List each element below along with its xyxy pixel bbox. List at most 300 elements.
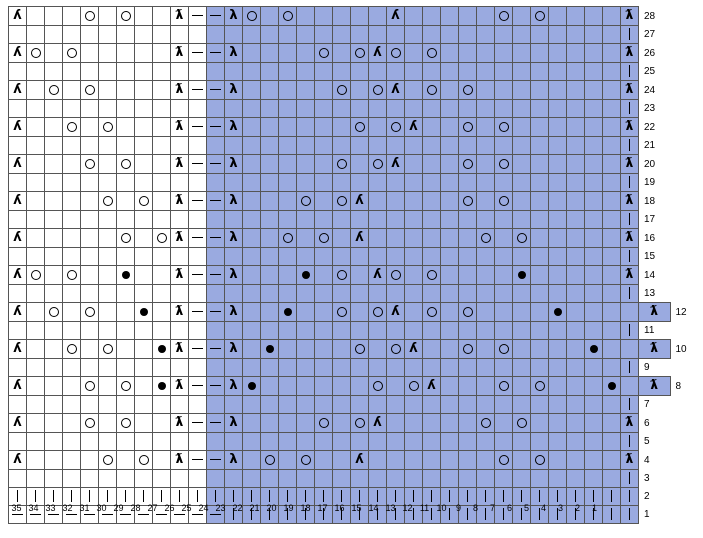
- row-number: 14: [644, 269, 656, 281]
- row-number: 12: [675, 306, 687, 318]
- stitch-cell: [567, 7, 585, 26]
- stitch-cell: [279, 118, 297, 137]
- stitch-cell: [81, 340, 99, 359]
- row-number: 6: [644, 417, 650, 429]
- double-decrease-icon: ʎ: [391, 82, 400, 97]
- stitch-cell: [315, 118, 333, 137]
- stitch-cell: [99, 63, 117, 81]
- stitch-cell: [639, 303, 671, 322]
- stitch-cell: [63, 396, 81, 414]
- stitch-cell: [207, 155, 225, 174]
- stitch-cell: [567, 340, 585, 359]
- stitch-cell: [603, 192, 621, 211]
- stitch-cell: [423, 285, 441, 303]
- stitch-cell: [297, 377, 315, 396]
- stitch-cell: [513, 433, 531, 451]
- chart-row: [9, 118, 703, 137]
- knit-icon: [629, 361, 630, 373]
- stitch-cell: [81, 359, 99, 377]
- stitch-cell: [549, 414, 567, 433]
- stitch-cell: [207, 248, 225, 266]
- stitch-cell: [441, 303, 459, 322]
- no-stitch-icon: [210, 163, 221, 164]
- stitch-cell: [189, 451, 207, 470]
- yarn-over-icon: [301, 196, 311, 206]
- stitch-cell: [333, 451, 351, 470]
- column-number: 11: [419, 503, 430, 513]
- row-number: 20: [644, 158, 656, 170]
- stitch-cell: [297, 248, 315, 266]
- stitch-cell: [513, 414, 531, 433]
- stitch-cell: [27, 303, 45, 322]
- row-number: 17: [644, 214, 656, 225]
- yarn-over-icon: [67, 270, 77, 280]
- stitch-cell: [585, 192, 603, 211]
- stitch-cell: [351, 322, 369, 340]
- stitch-cell: [99, 155, 117, 174]
- stitch-cell: [333, 433, 351, 451]
- stitch-cell: [45, 211, 63, 229]
- column-number: 5: [523, 503, 529, 513]
- stitch-cell: [45, 303, 63, 322]
- column-number: 19: [283, 503, 294, 513]
- yarn-over-icon: [427, 307, 437, 317]
- stitch-cell: [279, 137, 297, 155]
- stitch-cell: [513, 359, 531, 377]
- row-number: 13: [644, 287, 656, 299]
- stitch-cell: [63, 211, 81, 229]
- stitch-cell: [405, 174, 423, 192]
- row-number: 27: [644, 29, 656, 40]
- stitch-cell: [369, 414, 387, 433]
- stitch-cell: [171, 137, 189, 155]
- stitch-cell: [189, 81, 207, 100]
- stitch-cell: [513, 229, 531, 248]
- stitch-cell: [459, 118, 477, 137]
- stitch-cell: [207, 470, 225, 488]
- stitch-cell: [531, 81, 549, 100]
- double-decrease-icon: ʎ: [355, 230, 364, 245]
- stitch-cell: [225, 100, 243, 118]
- stitch-cell: [549, 470, 567, 488]
- stitch-cell: [513, 266, 531, 285]
- chart-row: [9, 248, 703, 266]
- stitch-cell: [171, 470, 189, 488]
- stitch-cell: [117, 81, 135, 100]
- stitch-cell: [99, 44, 117, 63]
- no-stitch-icon: [210, 311, 221, 312]
- knit-icon: [485, 490, 486, 502]
- stitch-cell: [81, 155, 99, 174]
- left-decrease-icon: ƛ: [625, 267, 634, 282]
- stitch-cell: [477, 377, 495, 396]
- stitch-cell: [117, 377, 135, 396]
- stitch-cell: [405, 7, 423, 26]
- stitch-cell: [423, 137, 441, 155]
- stitch-cell: [513, 26, 531, 44]
- stitch-cell: [621, 285, 639, 303]
- stitch-cell: [423, 266, 441, 285]
- stitch-cell: [531, 63, 549, 81]
- stitch-cell: [441, 414, 459, 433]
- stitch-cell: [279, 451, 297, 470]
- stitch-cell: [207, 303, 225, 322]
- stitch-cell: [621, 470, 639, 488]
- stitch-cell: [441, 7, 459, 26]
- yarn-over-icon: [67, 48, 77, 58]
- stitch-cell: [81, 174, 99, 192]
- chart-row: [9, 414, 703, 433]
- stitch-cell: [639, 377, 671, 396]
- stitch-cell: [207, 118, 225, 137]
- stitch-cell: [207, 451, 225, 470]
- stitch-cell: [495, 303, 513, 322]
- knit-icon: [89, 490, 90, 502]
- knit-icon: [629, 65, 630, 77]
- stitch-cell: [567, 118, 585, 137]
- stitch-cell: [207, 137, 225, 155]
- stitch-cell: [171, 396, 189, 414]
- stitch-cell: [135, 63, 153, 81]
- stitch-cell: [567, 174, 585, 192]
- stitch-cell: [531, 285, 549, 303]
- stitch-cell: [189, 211, 207, 229]
- knit-icon: [575, 490, 576, 502]
- stitch-cell: [441, 174, 459, 192]
- stitch-cell: [405, 340, 423, 359]
- stitch-cell: [423, 118, 441, 137]
- stitch-cell: [477, 396, 495, 414]
- stitch-cell: [495, 192, 513, 211]
- column-number: 27: [147, 503, 158, 513]
- stitch-cell: [333, 377, 351, 396]
- stitch-cell: [459, 451, 477, 470]
- stitch-cell: [261, 63, 279, 81]
- stitch-cell: [189, 470, 207, 488]
- stitch-cell: [135, 248, 153, 266]
- stitch-cell: [567, 100, 585, 118]
- stitch-cell: [63, 266, 81, 285]
- stitch-cell: [603, 470, 621, 488]
- knit-icon: [521, 490, 522, 502]
- stitch-cell: [81, 229, 99, 248]
- stitch-cell: [153, 44, 171, 63]
- stitch-cell: [315, 433, 333, 451]
- stitch-cell: [9, 63, 27, 81]
- stitch-cell: [153, 137, 171, 155]
- stitch-cell: [99, 451, 117, 470]
- yarn-over-icon: [85, 159, 95, 169]
- stitch-cell: [387, 26, 405, 44]
- stitch-cell: [549, 137, 567, 155]
- yo-decrease-icon: λ: [229, 452, 238, 467]
- stitch-cell: [405, 285, 423, 303]
- stitch-cell: [207, 63, 225, 81]
- yarn-over-icon: [85, 85, 95, 95]
- stitch-cell: [531, 137, 549, 155]
- stitch-cell: [459, 470, 477, 488]
- stitch-cell: [225, 377, 243, 396]
- stitch-cell: [567, 266, 585, 285]
- stitch-cell: [189, 63, 207, 81]
- stitch-cell: [279, 192, 297, 211]
- stitch-cell: [189, 192, 207, 211]
- stitch-cell: [603, 211, 621, 229]
- stitch-cell: [495, 26, 513, 44]
- yarn-over-icon: [67, 344, 77, 354]
- stitch-cell: [513, 470, 531, 488]
- stitch-cell: [603, 414, 621, 433]
- stitch-cell: [81, 100, 99, 118]
- column-number: 34: [28, 503, 39, 513]
- yarn-over-icon: [103, 344, 113, 354]
- yarn-over-icon: [391, 122, 401, 132]
- stitch-cell: [171, 359, 189, 377]
- stitch-cell: [369, 100, 387, 118]
- stitch-cell: [513, 211, 531, 229]
- stitch-cell: [279, 63, 297, 81]
- knit-icon: [215, 490, 216, 502]
- yarn-over-icon: [535, 381, 545, 391]
- stitch-cell: [9, 248, 27, 266]
- column-number: 10: [436, 503, 447, 513]
- double-decrease-icon: ʎ: [391, 304, 400, 319]
- stitch-cell: [225, 285, 243, 303]
- stitch-cell: [459, 248, 477, 266]
- double-decrease-icon: ʎ: [391, 8, 400, 23]
- yarn-over-icon: [121, 159, 131, 169]
- stitch-cell: [27, 100, 45, 118]
- stitch-cell: [315, 396, 333, 414]
- stitch-cell: [117, 303, 135, 322]
- stitch-cell: [117, 192, 135, 211]
- stitch-cell: [495, 470, 513, 488]
- bobble-icon: [158, 382, 166, 390]
- stitch-cell: [621, 26, 639, 44]
- stitch-cell: [603, 266, 621, 285]
- stitch-cell: [333, 414, 351, 433]
- chart-row: [9, 229, 703, 248]
- stitch-cell: [369, 118, 387, 137]
- stitch-cell: [495, 100, 513, 118]
- knit-icon: [341, 490, 342, 502]
- stitch-cell: [513, 451, 531, 470]
- stitch-cell: [477, 303, 495, 322]
- chart-row: [9, 451, 703, 470]
- stitch-cell: [261, 229, 279, 248]
- stitch-cell: [567, 44, 585, 63]
- stitch-cell: [459, 303, 477, 322]
- stitch-cell: [171, 248, 189, 266]
- stitch-cell: [297, 340, 315, 359]
- column-number: 28: [130, 503, 141, 513]
- stitch-cell: [369, 322, 387, 340]
- stitch-cell: [369, 7, 387, 26]
- stitch-cell: [495, 211, 513, 229]
- no-stitch-icon: [192, 52, 203, 53]
- row-number: 24: [644, 84, 656, 96]
- stitch-cell: [477, 7, 495, 26]
- stitch-cell: [135, 414, 153, 433]
- stitch-cell: [459, 7, 477, 26]
- stitch-cell: [351, 266, 369, 285]
- stitch-cell: [45, 359, 63, 377]
- yo-decrease-icon: λ: [229, 8, 238, 23]
- stitch-cell: [495, 137, 513, 155]
- yarn-over-icon: [139, 455, 149, 465]
- stitch-cell: [477, 266, 495, 285]
- stitch-cell: [387, 81, 405, 100]
- knit-icon: [53, 490, 54, 502]
- stitch-cell: [99, 340, 117, 359]
- stitch-cell: [171, 192, 189, 211]
- stitch-cell: [243, 322, 261, 340]
- stitch-cell: [243, 118, 261, 137]
- knit-icon: [593, 490, 594, 502]
- stitch-cell: [45, 174, 63, 192]
- stitch-cell: [567, 433, 585, 451]
- stitch-cell: [81, 63, 99, 81]
- stitch-cell: [27, 118, 45, 137]
- stitch-cell: [189, 118, 207, 137]
- knit-icon: [107, 490, 108, 502]
- stitch-cell: [567, 285, 585, 303]
- yo-decrease-icon: λ: [229, 341, 238, 356]
- stitch-cell: [495, 377, 513, 396]
- right-decrease-icon: ʎ: [13, 8, 22, 23]
- stitch-cell: [351, 44, 369, 63]
- stitch-cell: [243, 285, 261, 303]
- stitch-cell: [369, 81, 387, 100]
- stitch-cell: [369, 248, 387, 266]
- stitch-cell: [261, 118, 279, 137]
- stitch-cell: [279, 174, 297, 192]
- stitch-cell: [135, 359, 153, 377]
- stitch-cell: [99, 192, 117, 211]
- stitch-cell: [297, 451, 315, 470]
- chart-row: [9, 396, 703, 414]
- stitch-cell: [405, 155, 423, 174]
- chart-row: [9, 303, 703, 322]
- no-stitch-icon: [210, 274, 221, 275]
- stitch-cell: [513, 248, 531, 266]
- stitch-cell: [423, 451, 441, 470]
- yarn-over-icon: [463, 307, 473, 317]
- stitch-cell: [441, 44, 459, 63]
- stitch-cell: [423, 192, 441, 211]
- yarn-over-icon: [121, 233, 131, 243]
- stitch-cell: [279, 7, 297, 26]
- knit-icon: [449, 490, 450, 502]
- stitch-cell: [9, 26, 27, 44]
- column-number: 29: [113, 503, 124, 513]
- row-number: 10: [675, 343, 687, 355]
- bobble-icon: [248, 382, 256, 390]
- stitch-cell: [279, 155, 297, 174]
- stitch-cell: [45, 377, 63, 396]
- stitch-cell: [621, 155, 639, 174]
- stitch-cell: [99, 433, 117, 451]
- stitch-cell: [261, 7, 279, 26]
- stitch-cell: [189, 285, 207, 303]
- stitch-cell: [549, 81, 567, 100]
- stitch-cell: [603, 7, 621, 26]
- stitch-cell: [603, 44, 621, 63]
- stitch-cell: [63, 414, 81, 433]
- stitch-cell: [423, 26, 441, 44]
- stitch-cell: [387, 137, 405, 155]
- stitch-cell: [243, 248, 261, 266]
- double-decrease-icon: ʎ: [391, 156, 400, 171]
- stitch-cell: [459, 396, 477, 414]
- stitch-cell: [189, 396, 207, 414]
- stitch-cell: [351, 285, 369, 303]
- stitch-cell: [225, 229, 243, 248]
- bobble-icon: [554, 308, 562, 316]
- stitch-cell: [297, 137, 315, 155]
- stitch-cell: [135, 174, 153, 192]
- stitch-cell: [567, 322, 585, 340]
- stitch-cell: [441, 470, 459, 488]
- stitch-cell: [423, 229, 441, 248]
- stitch-cell: [81, 322, 99, 340]
- stitch-cell: [603, 137, 621, 155]
- row-number: 22: [644, 121, 656, 133]
- stitch-cell: [297, 414, 315, 433]
- stitch-cell: [621, 229, 639, 248]
- stitch-cell: [243, 44, 261, 63]
- stitch-cell: [9, 414, 27, 433]
- stitch-cell: [369, 44, 387, 63]
- bobble-icon: [284, 308, 292, 316]
- stitch-cell: [603, 248, 621, 266]
- stitch-cell: [477, 322, 495, 340]
- yo-decrease-icon: λ: [229, 378, 238, 393]
- right-decrease-icon: ʎ: [13, 452, 22, 467]
- stitch-cell: [153, 100, 171, 118]
- row-number: 26: [644, 47, 656, 59]
- stitch-cell: [171, 174, 189, 192]
- stitch-cell: [369, 433, 387, 451]
- stitch-cell: [297, 44, 315, 63]
- stitch-cell: [117, 433, 135, 451]
- knit-icon: [251, 490, 252, 502]
- knit-icon: [323, 490, 324, 502]
- stitch-cell: [513, 377, 531, 396]
- stitch-cell: [279, 248, 297, 266]
- stitch-cell: [621, 63, 639, 81]
- column-number: 1: [591, 503, 597, 513]
- stitch-cell: [189, 322, 207, 340]
- column-number: 14: [368, 503, 379, 513]
- knit-icon: [467, 490, 468, 502]
- stitch-cell: [63, 26, 81, 44]
- stitch-cell: [549, 359, 567, 377]
- no-stitch-icon: [192, 15, 203, 16]
- right-decrease-icon: ʎ: [13, 119, 22, 134]
- stitch-cell: [603, 303, 621, 322]
- stitch-cell: [495, 359, 513, 377]
- stitch-cell: [495, 433, 513, 451]
- stitch-cell: [621, 433, 639, 451]
- stitch-cell: [423, 211, 441, 229]
- stitch-cell: [171, 266, 189, 285]
- stitch-cell: [261, 303, 279, 322]
- column-number: 31: [79, 503, 90, 513]
- stitch-cell: [81, 303, 99, 322]
- stitch-cell: [477, 285, 495, 303]
- stitch-cell: [297, 7, 315, 26]
